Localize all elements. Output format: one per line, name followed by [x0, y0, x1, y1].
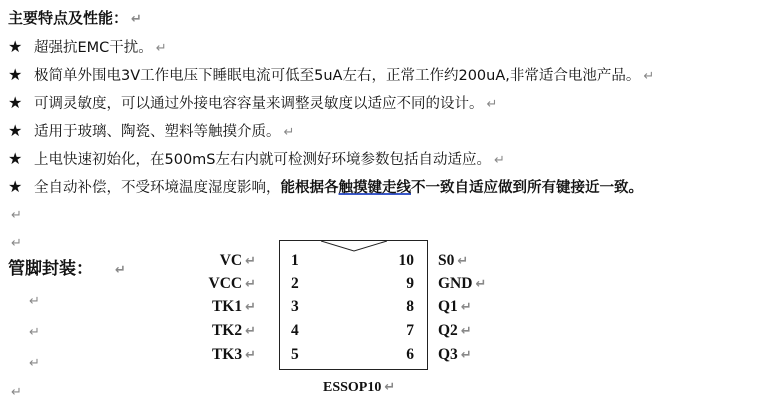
paragraph-mark-icon: ↵ — [131, 12, 142, 27]
package-name-caption — [323, 380, 395, 396]
feature-line-1 — [8, 37, 167, 59]
feature-line-6 — [8, 177, 643, 198]
empty-paragraph — [8, 232, 22, 254]
feature-text: 全自动补偿，不受环境温度湿度影响， — [34, 180, 281, 196]
pin-number: 4 — [291, 322, 299, 339]
pin-number: 5 — [291, 346, 299, 363]
pin-label-left — [196, 252, 256, 270]
section-title-text: 主要特点及性能： — [8, 9, 129, 27]
pin1-notch-icon — [321, 240, 387, 252]
feature-text: 极简单外围电3V工作电压下睡眠电流可低至5uA左右，正常工作约200uA,非常适合电池产品。 — [34, 68, 641, 84]
pin-label-right — [438, 346, 472, 364]
paragraph-mark-icon: ↵ — [245, 254, 256, 269]
pin-number: 6 — [406, 346, 414, 363]
pin-label-right — [438, 322, 472, 340]
paragraph-mark-icon: ↵ — [29, 294, 40, 309]
paragraph-mark-icon: ↵ — [245, 324, 256, 339]
paragraph-mark-icon: ↵ — [457, 254, 469, 269]
paragraph-mark-icon: ↵ — [460, 324, 472, 339]
star-bullet-icon: ★ — [8, 93, 23, 112]
star-bullet-icon: ★ — [8, 121, 23, 140]
package-name-text: ESSOP10 — [323, 380, 382, 395]
paragraph-mark-icon: ↵ — [29, 356, 40, 371]
pin-label-left — [196, 298, 256, 316]
star-bullet-icon: ★ — [8, 149, 23, 168]
pin-name: Q2 — [438, 322, 458, 339]
feature-bold-text: 能根据各 — [280, 180, 339, 196]
feature-line-4 — [8, 121, 294, 143]
pin-label-left — [196, 275, 256, 293]
empty-paragraph — [26, 352, 40, 374]
feature-line-2 — [8, 65, 654, 87]
pin-label-right — [438, 275, 486, 293]
pin-name: VCC — [208, 275, 243, 292]
pin-number: 7 — [406, 322, 414, 339]
paragraph-mark-icon: ↵ — [155, 41, 167, 56]
package-heading — [8, 259, 126, 281]
paragraph-mark-icon: ↵ — [245, 277, 256, 292]
pin-name: S0 — [438, 252, 455, 269]
feature-line-5 — [8, 149, 505, 171]
paragraph-mark-icon: ↵ — [494, 153, 505, 168]
star-bullet-icon: ★ — [8, 65, 23, 84]
feature-text: 超强抗EMC干扰。 — [34, 40, 153, 56]
feature-text: 适用于玻璃、陶瓷、塑料等触摸介质。 — [34, 124, 281, 140]
pin-number: 9 — [406, 275, 414, 292]
pin-number: 10 — [398, 252, 414, 269]
pin-name: GND — [438, 275, 473, 292]
package-heading-text: 管脚封装： — [8, 259, 93, 279]
pin-label-right — [438, 298, 472, 316]
paragraph-mark-icon: ↵ — [643, 69, 655, 84]
paragraph-mark-icon: ↵ — [245, 300, 256, 315]
paragraph-mark-icon: ↵ — [283, 125, 295, 140]
pin-label-right — [438, 252, 468, 270]
feature-bold-text: 不一致自适应做到所有键接近一致。 — [411, 180, 643, 196]
feature-underlined-text: 触摸键走线 — [338, 180, 411, 196]
paragraph-mark-icon: ↵ — [29, 325, 40, 340]
paragraph-mark-icon: ↵ — [245, 348, 256, 363]
pin-name: Q1 — [438, 298, 458, 315]
star-bullet-icon: ★ — [8, 37, 23, 56]
section-title — [8, 8, 142, 30]
empty-paragraph — [8, 381, 22, 403]
empty-paragraph — [26, 321, 40, 343]
pin-label-left — [196, 346, 256, 364]
empty-paragraph — [26, 290, 40, 312]
paragraph-mark-icon: ↵ — [384, 380, 396, 395]
paragraph-mark-icon: ↵ — [486, 97, 498, 112]
paragraph-mark-icon: ↵ — [460, 348, 472, 363]
empty-paragraph — [8, 204, 22, 226]
pin-name: TK1 — [211, 298, 243, 315]
paragraph-mark-icon: ↵ — [11, 208, 22, 223]
pin-name: Q3 — [438, 346, 458, 363]
pin-number: 3 — [291, 298, 299, 315]
pin-number: 2 — [291, 275, 299, 292]
pin-label-left — [196, 322, 256, 340]
paragraph-mark-icon: ↵ — [475, 277, 487, 292]
pin-number: 8 — [406, 298, 414, 315]
pin-name: TK3 — [211, 346, 243, 363]
paragraph-mark-icon: ↵ — [115, 263, 126, 278]
paragraph-mark-icon: ↵ — [11, 236, 22, 251]
pin-name: VC — [219, 252, 243, 269]
feature-line-3 — [8, 93, 497, 115]
star-bullet-icon: ★ — [8, 177, 23, 196]
paragraph-mark-icon: ↵ — [460, 300, 472, 315]
feature-text: 上电快速初始化，在500mS左右内就可检测好环境参数包括自动适应。 — [34, 152, 492, 168]
pin-number: 1 — [291, 252, 299, 269]
pin-name: TK2 — [211, 322, 243, 339]
feature-text: 可调灵敏度，可以通过外接电容容量来调整灵敏度以适应不同的设计。 — [34, 96, 484, 112]
paragraph-mark-icon: ↵ — [11, 385, 22, 400]
